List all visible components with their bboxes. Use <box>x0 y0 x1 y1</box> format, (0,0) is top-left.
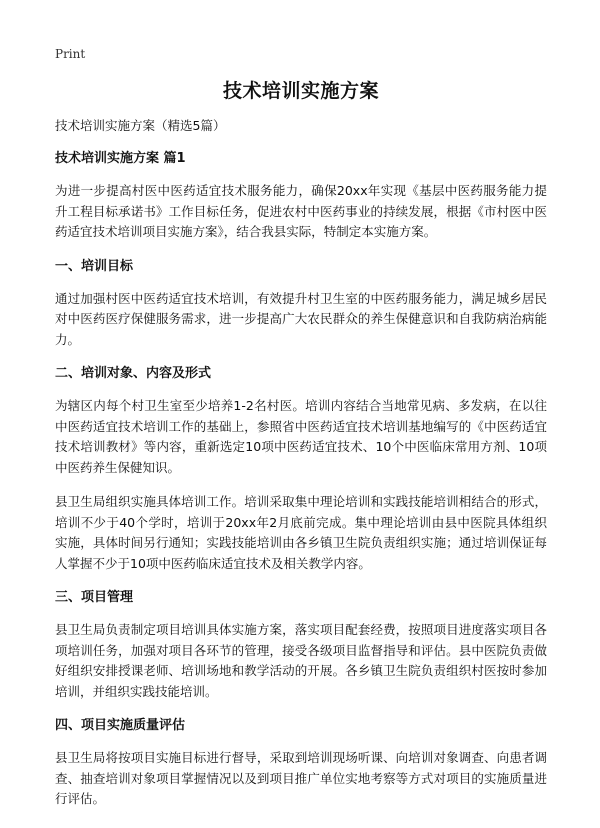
section-paragraph: 为辖区内每个村卫生室至少培养1-2名村医。培训内容结合当地常见病、多发病，在以往中医药适宜技术培训工作的基础上，参照省中医药适宜技术培训基地编写的《中医药适宜技术培训教材》等内容，重新选定10项中医药适宜技术、10个中医临床常用方剂、10项中医药养生保健知识。 <box>55 398 547 475</box>
section-heading-management: 三、项目管理 <box>55 590 134 605</box>
document-subtitle: 技术培训实施方案（精选5篇） <box>55 118 226 133</box>
print-label: Print <box>55 47 86 61</box>
intro-paragraph: 为进一步提高村医中医药适宜技术服务能力，确保20xx年实现《基层中医药服务能力提升工程目标承诺书》工作目标任务，促进农村中医药事业的持续发展，根据《市村医中医药适宜技术培训项目实施方案》，结合我县实际，特制定本实施方案。 <box>55 183 547 239</box>
section-heading-targets: 二、培训对象、内容及形式 <box>55 366 212 381</box>
section-paragraph: 通过加强村医中医药适宜技术培训，有效提升村卫生室的中医药服务能力，满足城乡居民对中医药医疗保健服务需求，进一步提高广大农民群众的养生保健意识和自我防病治病能力。 <box>55 290 547 347</box>
section-paragraph: 县卫生局将按项目实施目标进行督导，采取到培训现场听课、向培训对象调查、向患者调查、抽查培训对象项目掌握情况以及到项目推广单位实地考察等方式对项目的实施质量进行评估。 <box>55 750 547 806</box>
section-heading-goals: 一、培训目标 <box>55 258 134 274</box>
section-paragraph: 县卫生局负责制定项目培训具体实施方案，落实项目配套经费，按照项目进度落实项目各项培训任务，加强对项目各环节的管理，接受各级项目监督指导和评估。县中医院负责做好组织安排授课老师、培训场地和教学活动的开展。各乡镇卫生院负责组织村医按时参加培训，并组织实践技能培训。 <box>55 622 547 699</box>
document-body <box>55 78 547 824</box>
section-paragraph: 县卫生局组织实施具体培训工作。培训采取集中理论培训和实践技能培训相结合的形式，培训不少于40个学时，培训于20xx年2月底前完成。集中理论培训由县中医院具体组织实施，具体时间另行通知；实践技能培训由各乡镇卫生院负责组织实施；通过培训保证每人掌握不少于10项中医药临床适宜技术及相关教学内容。 <box>55 494 547 571</box>
piece-title: 技术培训实施方案 篇1 <box>55 151 186 166</box>
section-heading-evaluation: 四、项目实施质量评估 <box>55 718 186 733</box>
document-title: 技术培训实施方案 <box>222 80 379 102</box>
